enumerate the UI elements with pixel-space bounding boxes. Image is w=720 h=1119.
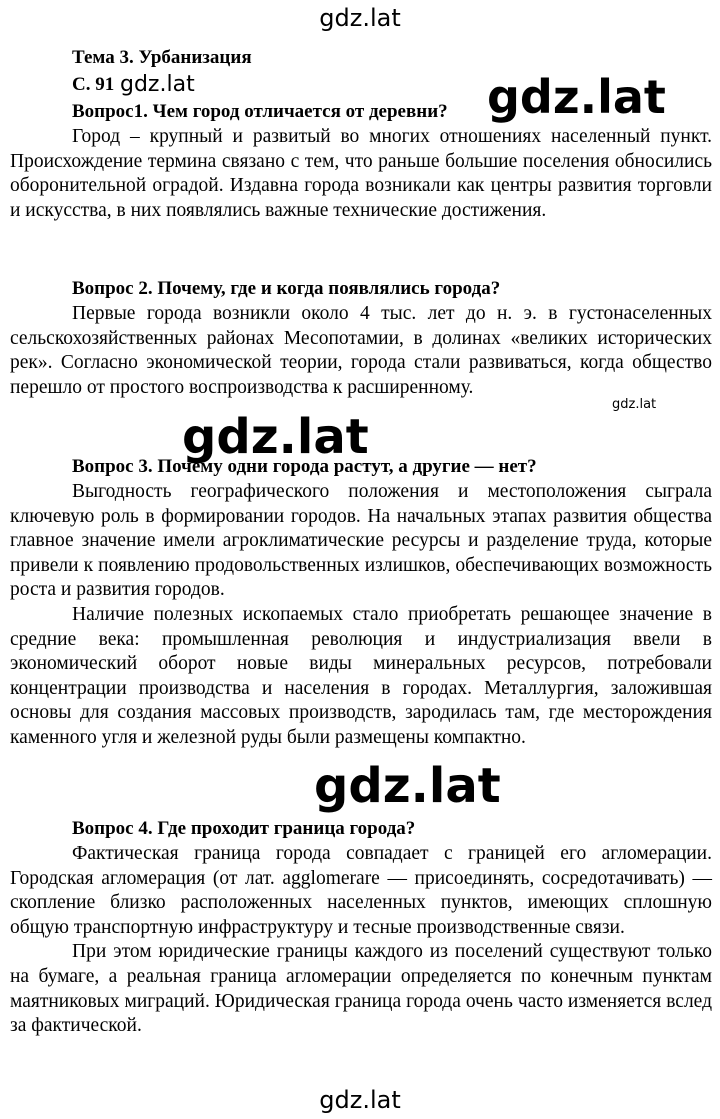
watermark-top: gdz.lat — [319, 4, 401, 32]
answer-paragraph: Фактическая граница города совпадает с границей его агломерации. Городская агломерация (от лат. agglomerare — присоединять, сосредотачивать) — скопление близко расположенных населенных пунктов, имеющих сплошную общую транспортную инфраструктуру и тесные производственные связи. — [10, 843, 712, 938]
answer-paragraph: Первые города возникли около 4 тыс. лет до н. э. в густонаселенных сельскохозяйственных районах Месопотамии, в долинах «великих исторических рек». Согласно экономической теории, города стали развиваться, когда общество перешло от простого воспроизводства к расширенному. — [10, 303, 712, 398]
answer-paragraph: Город – крупный и развитый во многих отношениях населенный пункт. Происхождение термина связано с тем, что раньше большие поселения обносились оборонительной оградой. Издавна города возникали как центры развития торговли и искусства, в них появлялись важные технические достижения. — [10, 126, 712, 221]
answer-paragraph: При этом юридические границы каждого из поселений существуют только на бумаге, а реальная граница агломерации определяется по конечным пунктам маятниковых миграций. Юридическая граница города очень часто изменяется вслед за фактической. — [10, 941, 712, 1037]
watermark-large-1: gdz.lat — [487, 70, 666, 124]
answer-body-3 — [10, 480, 712, 751]
watermark-large-2: gdz.lat — [182, 409, 369, 465]
answer-paragraph: Выгодность географического положения и местоположения сыграла ключевую роль в формировании городов. На начальных этапах развития общества главное значение имели агроклиматические ресурсы и разделение труда, которые привели к появлению продовольственных излишков, обеспечивающих возможность роста и развития городов. — [10, 481, 712, 601]
question-heading-3: Вопрос 3. Почему одни города растут, а другие — нет? — [72, 456, 537, 477]
watermark-large-3: gdz.lat — [310, 762, 505, 810]
question-heading-4: Вопрос 4. Где проходит граница города? — [72, 818, 416, 839]
watermark-small: gdz.lat — [120, 72, 195, 97]
question-heading-1: Вопрос1. Чем город отличается от деревни? — [72, 101, 448, 122]
answer-body-2 — [10, 302, 712, 400]
answer-body-1 — [10, 125, 712, 223]
page-reference: С. 91 — [72, 74, 115, 95]
question-section-2 — [10, 275, 712, 400]
answer-paragraph: Наличие полезных ископаемых стало приобретать решающее значение в средние века: промышленная революция и индустриализация ввели в экономический оборот новые виды минеральных ресурсов, потребовали концентрации производства и населения в городах. Металлургия, заложившая основы для создания массовых производств, зародилась там, где месторождения каменного угля и железной руды были размещены компактно. — [10, 603, 712, 748]
topic-title: Тема 3. Урбанизация — [72, 47, 252, 68]
answer-body-4 — [10, 842, 712, 1039]
watermark-bottom: gdz.lat — [319, 1086, 401, 1114]
question-section-4 — [10, 815, 712, 1039]
watermark-tiny: gdz.lat — [612, 397, 657, 412]
question-heading-2: Вопрос 2. Почему, где и когда появлялись города? — [72, 278, 501, 299]
question-section-3 — [10, 453, 712, 751]
